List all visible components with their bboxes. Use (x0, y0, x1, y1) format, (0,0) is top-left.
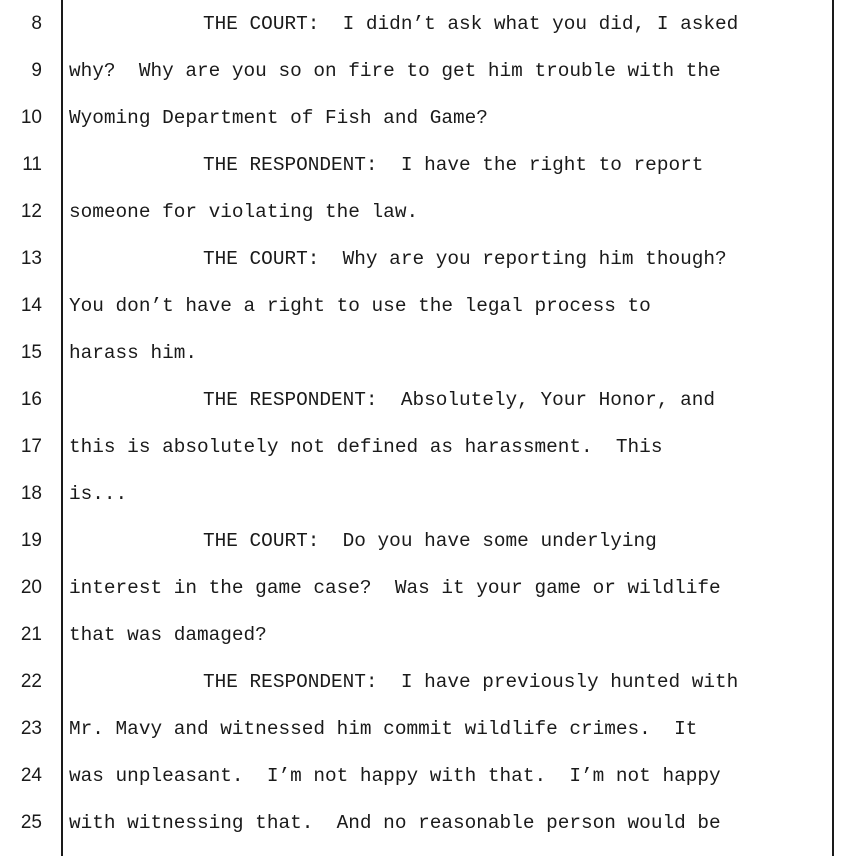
line-number: 10 (20, 107, 42, 128)
line-text: with witnessing that. And no reasonable person would be (69, 812, 721, 834)
line-text: Mr. Mavy and witnessed him commit wildlife crimes. It (69, 718, 698, 740)
line-text: You don’t have a right to use the legal process to (69, 295, 651, 317)
transcript-line (0, 707, 846, 754)
line-number: 25 (20, 812, 42, 833)
transcript-line (0, 96, 846, 143)
transcript-line (0, 237, 846, 284)
transcript-line (0, 519, 846, 566)
line-text: THE RESPONDENT: Absolutely, Your Honor, and (203, 389, 715, 411)
transcript-line (0, 49, 846, 96)
line-number: 20 (20, 577, 42, 598)
line-number: 12 (20, 201, 42, 222)
line-text: THE RESPONDENT: I have previously hunted with (203, 671, 739, 693)
line-text: harass him. (69, 342, 197, 364)
line-number: 17 (20, 436, 42, 457)
transcript-line (0, 472, 846, 519)
line-text: someone for violating the law. (69, 201, 419, 223)
transcript-line (0, 143, 846, 190)
line-number: 15 (20, 342, 42, 363)
line-number: 11 (22, 154, 42, 175)
transcript-line (0, 331, 846, 378)
line-text: why? Why are you so on fire to get him trouble with the (69, 60, 721, 82)
transcript-line (0, 425, 846, 472)
transcript-line (0, 2, 846, 49)
line-number: 13 (20, 248, 42, 269)
line-number: 24 (20, 765, 42, 786)
line-text: THE RESPONDENT: I have the right to report (203, 154, 704, 176)
transcript-line (0, 566, 846, 613)
line-number: 23 (20, 718, 42, 739)
line-number: 22 (20, 671, 42, 692)
transcript-line (0, 378, 846, 425)
line-text: THE COURT: Why are you reporting him though? (203, 248, 727, 270)
line-text: is... (69, 483, 128, 505)
transcript-line (0, 801, 846, 848)
line-text: interest in the game case? Was it your game or wildlife (69, 577, 721, 599)
line-text: this is absolutely not defined as harassment. This (69, 436, 663, 458)
line-text: Wyoming Department of Fish and Game? (69, 107, 488, 129)
line-number: 21 (20, 624, 42, 645)
transcript-line (0, 660, 846, 707)
line-text: was unpleasant. I’m not happy with that. I’m not happy (69, 765, 721, 787)
transcript-line (0, 754, 846, 801)
line-number: 8 (31, 13, 42, 34)
transcript-lines (0, 2, 846, 848)
line-text: THE COURT: Do you have some underlying (203, 530, 657, 552)
transcript-line (0, 613, 846, 660)
line-text: that was damaged? (69, 624, 267, 646)
line-number: 19 (20, 530, 42, 551)
line-number: 16 (20, 389, 42, 410)
line-number: 18 (20, 483, 42, 504)
transcript-line (0, 284, 846, 331)
line-number: 14 (20, 295, 42, 316)
line-text: THE COURT: I didn’t ask what you did, I asked (203, 13, 739, 35)
transcript-line (0, 190, 846, 237)
line-number: 9 (31, 60, 42, 81)
